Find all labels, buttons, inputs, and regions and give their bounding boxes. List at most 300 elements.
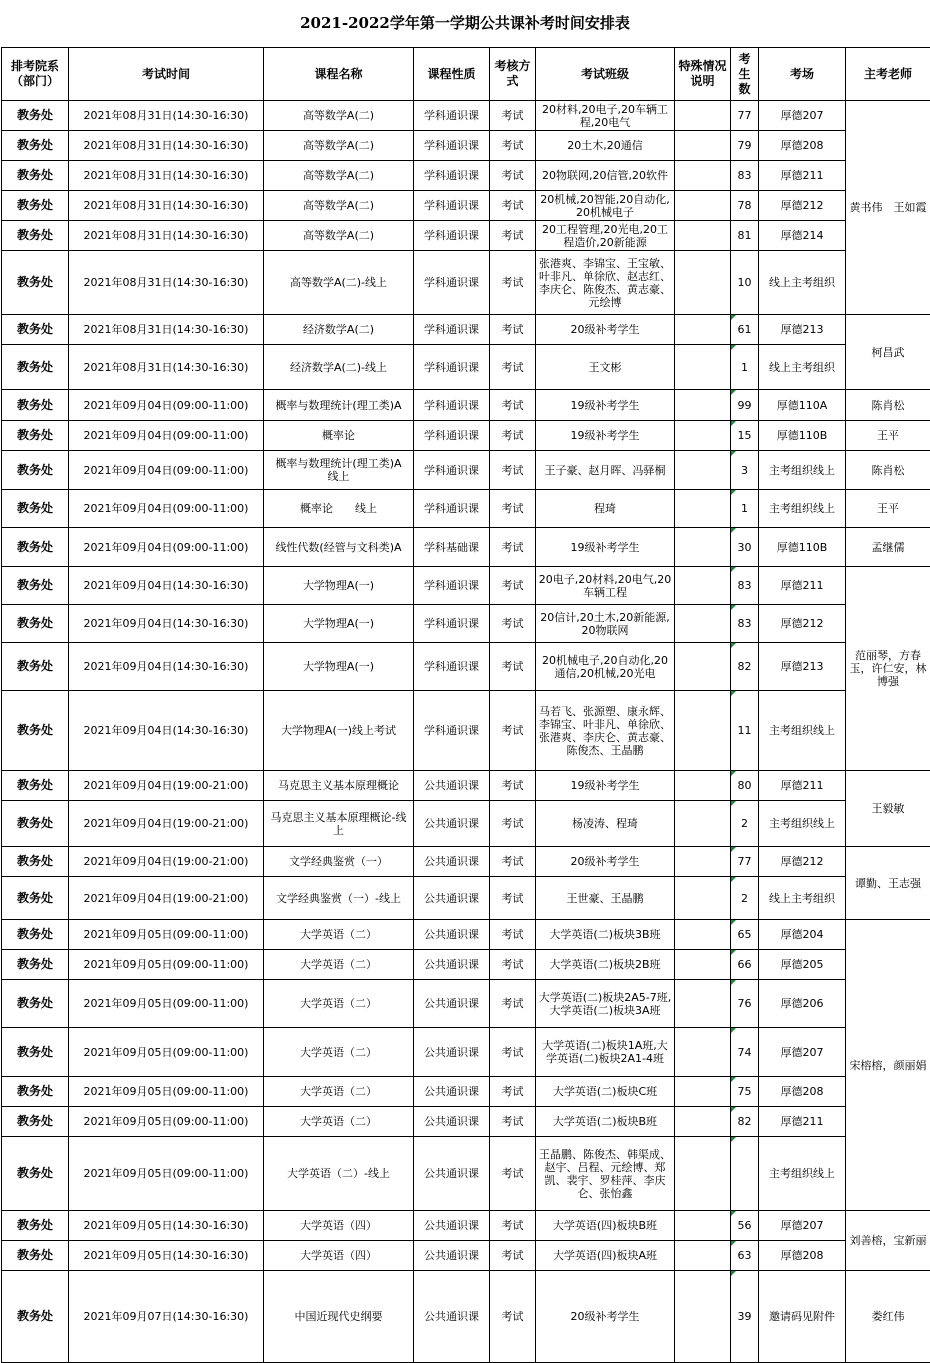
course-nature-cell: [414, 1107, 490, 1137]
dept-text: 教务处: [17, 723, 53, 737]
exam-class-text: 大学英语(二)板块1A班,大学英语(二)板块2A1-4班: [542, 1039, 668, 1065]
exam-time-cell: [69, 605, 264, 643]
exam-room-cell: [759, 251, 846, 315]
student-count-cell: [731, 920, 759, 950]
exam-class-text: 19级补考学生: [571, 399, 640, 412]
special-note-cell: [675, 161, 731, 191]
course-name-text: 概率论 线上: [300, 502, 377, 515]
comment-marker-icon: [731, 801, 736, 806]
exam-room-cell: [759, 101, 846, 131]
student-count-cell: [731, 451, 759, 490]
special-note-cell: [675, 691, 731, 771]
student-count-text: 39: [738, 1310, 752, 1323]
dept-cell: [2, 528, 69, 567]
course-nature-cell: [414, 567, 490, 605]
student-count-text: 65: [738, 928, 752, 941]
comment-marker-icon: [731, 980, 736, 985]
exam-time-text: 2021年09月04日(19:00-21:00): [84, 892, 249, 905]
exam-class-text: 杨凌涛、程琦: [572, 817, 638, 830]
exam-room-text: 厚德211: [781, 169, 824, 182]
comment-marker-icon: [731, 920, 736, 925]
assessment-method-text: 考试: [502, 199, 524, 212]
exam-time-text: 2021年09月05日(09:00-11:00): [84, 1046, 249, 1059]
student-count-text: 83: [738, 617, 752, 630]
course-nature-text: 公共通识课: [424, 1249, 479, 1262]
special-note-cell: [675, 1077, 731, 1107]
dept-cell: [2, 101, 69, 131]
dept-cell: [2, 920, 69, 950]
assessment-method-cell: [490, 421, 536, 451]
assessment-method-cell: [490, 1137, 536, 1211]
exam-room-text: 线上主考组织: [769, 276, 835, 289]
table-row: [2, 920, 930, 950]
exam-class-text: 20土木,20通信: [567, 139, 643, 152]
exam-room-cell: [759, 801, 846, 847]
header-teacher: 主考老师: [846, 48, 930, 101]
dept-text: 教务处: [17, 1045, 53, 1059]
special-note-cell: [675, 451, 731, 490]
assessment-method-cell: [490, 345, 536, 390]
exam-time-cell: [69, 877, 264, 920]
course-nature-text: 学科通识课: [424, 464, 479, 477]
course-nature-text: 公共通识课: [424, 855, 479, 868]
chief-examiner-cell: 范丽琴，方春玉，许仁安，林博强: [846, 567, 930, 771]
special-note-cell: [675, 950, 731, 980]
course-nature-cell: [414, 1211, 490, 1241]
course-nature-text: 学科通识课: [424, 724, 479, 737]
exam-time-text: 2021年09月04日(09:00-11:00): [84, 541, 249, 554]
assessment-method-cell: [490, 131, 536, 161]
course-nature-text: 学科通识课: [424, 323, 479, 336]
dept-text: 教务处: [17, 322, 53, 336]
exam-time-cell: [69, 421, 264, 451]
student-count-text: 81: [738, 229, 752, 242]
course-name-cell: [264, 101, 414, 131]
exam-class-cell: [536, 980, 675, 1028]
student-count-text: 78: [738, 199, 752, 212]
exam-time-text: 2021年09月04日(09:00-11:00): [84, 399, 249, 412]
course-nature-text: 学科通识课: [424, 429, 479, 442]
assessment-method-text: 考试: [502, 229, 524, 242]
course-nature-cell: [414, 315, 490, 345]
assessment-method-text: 考试: [502, 541, 524, 554]
course-nature-text: 公共通识课: [424, 958, 479, 971]
student-count-text: 82: [738, 660, 752, 673]
student-count-cell: [731, 421, 759, 451]
exam-room-text: 厚德211: [781, 779, 824, 792]
course-nature-text: 学科通识课: [424, 229, 479, 242]
assessment-method-cell: [490, 101, 536, 131]
dept-cell: [2, 877, 69, 920]
course-name-cell: [264, 345, 414, 390]
course-nature-text: 学科通识课: [424, 660, 479, 673]
table-row: [2, 161, 930, 191]
exam-class-text: 20物联网,20信管,20软件: [542, 169, 668, 182]
exam-class-text: 王世豪、王晶鹏: [567, 892, 644, 905]
special-note-cell: [675, 101, 731, 131]
exam-room-cell: [759, 131, 846, 161]
student-count-cell: [731, 691, 759, 771]
exam-room-text: 主考组织线上: [769, 817, 835, 830]
dept-cell: [2, 605, 69, 643]
course-name-text: 高等数学A(二): [303, 139, 374, 152]
exam-room-cell: [759, 345, 846, 390]
exam-class-cell: [536, 1241, 675, 1271]
assessment-method-text: 考试: [502, 464, 524, 477]
assessment-method-cell: [490, 847, 536, 877]
exam-room-text: 主考组织线上: [769, 502, 835, 515]
comment-marker-icon: [731, 315, 736, 320]
course-nature-text: 学科通识课: [424, 617, 479, 630]
table-row: [2, 1211, 930, 1241]
exam-room-cell: [759, 567, 846, 605]
assessment-method-cell: [490, 390, 536, 421]
exam-time-text: 2021年09月04日(09:00-11:00): [84, 464, 249, 477]
course-nature-cell: [414, 643, 490, 691]
dept-cell: [2, 801, 69, 847]
course-name-text: 文学经典鉴赏（一）: [289, 855, 388, 868]
exam-room-text: 厚德212: [781, 617, 824, 630]
student-count-text: 15: [738, 429, 752, 442]
student-count-text: 66: [738, 958, 752, 971]
course-nature-cell: [414, 691, 490, 771]
exam-time-cell: [69, 771, 264, 801]
course-name-text: 大学英语（二）: [300, 997, 377, 1010]
page-title: 2021-2022学年第一学期公共课补考时间安排表: [0, 0, 930, 47]
exam-room-text: 厚德212: [781, 199, 824, 212]
course-name-text: 大学英语（二）: [300, 928, 377, 941]
exam-room-text: 邀请码见附件: [769, 1310, 835, 1323]
student-count-text: 11: [738, 724, 752, 737]
exam-room-text: 厚德214: [781, 229, 824, 242]
exam-room-cell: [759, 1107, 846, 1137]
exam-room-text: 厚德211: [781, 1115, 824, 1128]
assessment-method-text: 考试: [502, 399, 524, 412]
exam-class-cell: [536, 1107, 675, 1137]
exam-class-cell: [536, 691, 675, 771]
course-name-text: 高等数学A(二): [303, 229, 374, 242]
exam-time-text: 2021年08月31日(14:30-16:30): [84, 169, 249, 182]
exam-room-cell: [759, 877, 846, 920]
course-name-text: 马克思主义基本原理概论-线上: [271, 811, 407, 837]
assessment-method-cell: [490, 1077, 536, 1107]
comment-marker-icon: [731, 528, 736, 533]
course-name-text: 线性代数(经管与文科类)A: [275, 541, 401, 554]
course-name-cell: [264, 847, 414, 877]
course-nature-text: 公共通识课: [424, 928, 479, 941]
exam-class-cell: [536, 801, 675, 847]
exam-room-cell: [759, 315, 846, 345]
exam-room-cell: [759, 980, 846, 1028]
assessment-method-text: 考试: [502, 617, 524, 630]
table-body: [2, 101, 930, 1363]
assessment-method-cell: [490, 1271, 536, 1363]
header-class: 考试班级: [536, 48, 675, 101]
exam-time-cell: [69, 101, 264, 131]
comment-marker-icon: [731, 1271, 736, 1276]
exam-room-text: 主考组织线上: [769, 724, 835, 737]
table-row: [2, 950, 930, 980]
exam-time-cell: [69, 691, 264, 771]
header-nature: 课程性质: [414, 48, 490, 101]
table-row: [2, 528, 930, 567]
exam-class-cell: [536, 920, 675, 950]
dept-text: 教务处: [17, 816, 53, 830]
exam-class-cell: [536, 1077, 675, 1107]
special-note-cell: [675, 315, 731, 345]
course-name-text: 概率与数理统计(理工类)A 线上: [275, 457, 412, 483]
dept-cell: [2, 1241, 69, 1271]
dept-cell: [2, 950, 69, 980]
student-count-cell: [731, 643, 759, 691]
course-nature-text: 公共通识课: [424, 997, 479, 1010]
course-name-text: 大学物理A(一): [303, 660, 374, 673]
exam-room-cell: [759, 1028, 846, 1077]
course-name-cell: [264, 390, 414, 421]
table-row: [2, 101, 930, 131]
exam-class-text: 大学英语(四)板块B班: [553, 1219, 657, 1232]
assessment-method-text: 考试: [502, 1085, 524, 1098]
student-count-cell: [731, 1211, 759, 1241]
student-count-text: 79: [738, 139, 752, 152]
course-name-text: 大学英语（二）: [300, 1085, 377, 1098]
course-nature-cell: [414, 191, 490, 221]
comment-marker-icon: [731, 877, 736, 882]
special-note-cell: [675, 877, 731, 920]
dept-text: 教务处: [17, 957, 53, 971]
exam-time-text: 2021年08月31日(14:30-16:30): [84, 109, 249, 122]
exam-room-cell: [759, 920, 846, 950]
exam-room-text: 主考组织线上: [769, 1167, 835, 1180]
exam-time-text: 2021年09月04日(19:00-21:00): [84, 779, 249, 792]
course-nature-text: 学科通识课: [424, 579, 479, 592]
course-name-cell: [264, 528, 414, 567]
student-count-cell: [731, 345, 759, 390]
exam-room-cell: [759, 161, 846, 191]
exam-room-text: 厚德207: [781, 1219, 824, 1232]
dept-text: 教务处: [17, 927, 53, 941]
course-nature-text: 学科通识课: [424, 399, 479, 412]
student-count-text: 77: [738, 855, 752, 868]
exam-time-cell: [69, 567, 264, 605]
assessment-method-text: 考试: [502, 1046, 524, 1059]
dept-cell: [2, 191, 69, 221]
course-nature-text: 公共通识课: [424, 1085, 479, 1098]
exam-time-cell: [69, 490, 264, 528]
course-name-cell: [264, 1137, 414, 1211]
course-nature-cell: [414, 847, 490, 877]
student-count-text: 2: [741, 892, 748, 905]
exam-time-text: 2021年09月04日(14:30-16:30): [84, 617, 249, 630]
course-nature-text: 公共通识课: [424, 1167, 479, 1180]
exam-class-text: 20材料,20电子,20车辆工程,20电气: [542, 103, 668, 129]
assessment-method-text: 考试: [502, 1167, 524, 1180]
student-count-cell: [731, 567, 759, 605]
exam-time-cell: [69, 801, 264, 847]
course-name-text: 大学英语（二）: [300, 1046, 377, 1059]
exam-room-text: 厚德208: [781, 1085, 824, 1098]
special-note-cell: [675, 1211, 731, 1241]
exam-room-cell: [759, 221, 846, 251]
course-nature-text: 学科通识课: [424, 169, 479, 182]
exam-time-cell: [69, 920, 264, 950]
header-course: 课程名称: [264, 48, 414, 101]
assessment-method-text: 考试: [502, 817, 524, 830]
table-row: [2, 877, 930, 920]
assessment-method-cell: [490, 643, 536, 691]
dept-text: 教务处: [17, 360, 53, 374]
course-nature-text: 学科通识课: [424, 139, 479, 152]
student-count-text: 99: [738, 399, 752, 412]
dept-cell: [2, 1137, 69, 1211]
exam-class-text: 19级补考学生: [571, 429, 640, 442]
comment-marker-icon: [731, 771, 736, 776]
course-nature-cell: [414, 980, 490, 1028]
table-row: [2, 345, 930, 390]
dept-text: 教务处: [17, 1248, 53, 1262]
comment-marker-icon: [731, 1211, 736, 1216]
exam-room-cell: [759, 191, 846, 221]
exam-time-text: 2021年08月31日(14:30-16:30): [84, 139, 249, 152]
special-note-cell: [675, 390, 731, 421]
assessment-method-cell: [490, 950, 536, 980]
exam-room-cell: [759, 847, 846, 877]
exam-time-cell: [69, 161, 264, 191]
exam-room-cell: [759, 1211, 846, 1241]
exam-time-cell: [69, 528, 264, 567]
table-row: [2, 131, 930, 161]
exam-time-text: 2021年09月05日(09:00-11:00): [84, 1085, 249, 1098]
table-row: [2, 490, 930, 528]
exam-room-text: 厚德213: [781, 660, 824, 673]
dept-cell: [2, 847, 69, 877]
exam-room-text: 厚德213: [781, 323, 824, 336]
assessment-method-cell: [490, 490, 536, 528]
dept-text: 教务处: [17, 1084, 53, 1098]
course-name-cell: [264, 771, 414, 801]
assessment-method-cell: [490, 1107, 536, 1137]
course-nature-cell: [414, 771, 490, 801]
special-note-cell: [675, 801, 731, 847]
course-name-text: 大学英语（四）: [300, 1219, 377, 1232]
course-nature-cell: [414, 920, 490, 950]
exam-class-text: 程琦: [594, 502, 616, 515]
assessment-method-text: 考试: [502, 1115, 524, 1128]
exam-class-cell: [536, 1211, 675, 1241]
exam-time-cell: [69, 131, 264, 161]
exam-room-text: 厚德208: [781, 1249, 824, 1262]
exam-time-text: 2021年09月05日(09:00-11:00): [84, 958, 249, 971]
course-name-cell: [264, 490, 414, 528]
course-nature-cell: [414, 801, 490, 847]
table-row: [2, 847, 930, 877]
assessment-method-cell: [490, 1211, 536, 1241]
exam-class-text: 大学英语(二)板块2B班: [549, 958, 660, 971]
exam-class-text: 张港爽、李锦宝、王宝敏、叶非凡、单徐欣、赵志红、李庆仑、陈俊杰、黄志豪、元绘博: [539, 257, 671, 309]
dept-cell: [2, 1077, 69, 1107]
exam-time-cell: [69, 1241, 264, 1271]
student-count-text: 63: [738, 1249, 752, 1262]
course-name-text: 高等数学A(二): [303, 169, 374, 182]
exam-time-text: 2021年09月05日(14:30-16:30): [84, 1249, 249, 1262]
assessment-method-cell: [490, 980, 536, 1028]
exam-room-text: 厚德207: [781, 109, 824, 122]
assessment-method-text: 考试: [502, 1219, 524, 1232]
table-row: [2, 980, 930, 1028]
course-nature-cell: [414, 161, 490, 191]
assessment-method-text: 考试: [502, 855, 524, 868]
header-room: 考场: [759, 48, 846, 101]
assessment-method-text: 考试: [502, 139, 524, 152]
exam-time-text: 2021年09月05日(09:00-11:00): [84, 997, 249, 1010]
table-row: [2, 1137, 930, 1211]
special-note-cell: [675, 345, 731, 390]
special-note-cell: [675, 1137, 731, 1211]
exam-time-text: 2021年09月04日(14:30-16:30): [84, 660, 249, 673]
exam-class-cell: [536, 390, 675, 421]
exam-room-cell: [759, 771, 846, 801]
course-nature-cell: [414, 101, 490, 131]
dept-text: 教务处: [17, 1114, 53, 1128]
assessment-method-cell: [490, 605, 536, 643]
exam-time-cell: [69, 1271, 264, 1363]
exam-class-cell: [536, 315, 675, 345]
exam-class-cell: [536, 251, 675, 315]
assessment-method-text: 考试: [502, 892, 524, 905]
course-nature-text: 学科通识课: [424, 276, 479, 289]
exam-class-cell: [536, 771, 675, 801]
dept-cell: [2, 1107, 69, 1137]
chief-examiner-cell: 王平: [846, 421, 930, 451]
comment-marker-icon: [731, 643, 736, 648]
assessment-method-text: 考试: [502, 779, 524, 792]
comment-marker-icon: [731, 691, 736, 696]
course-name-cell: [264, 1107, 414, 1137]
exam-class-text: 大学英语(二)板块2A5-7班,大学英语(二)板块3A班: [539, 991, 672, 1017]
exam-class-text: 20机械,20智能,20自动化,20机械电子: [540, 193, 669, 219]
exam-room-text: 厚德204: [781, 928, 824, 941]
course-name-cell: [264, 920, 414, 950]
student-count-cell: [731, 251, 759, 315]
assessment-method-text: 考试: [502, 997, 524, 1010]
special-note-cell: [675, 1028, 731, 1077]
course-nature-text: 学科通识课: [424, 199, 479, 212]
exam-room-text: 厚德205: [781, 958, 824, 971]
course-nature-text: 公共通识课: [424, 817, 479, 830]
assessment-method-text: 考试: [502, 276, 524, 289]
course-name-cell: [264, 567, 414, 605]
dept-cell: [2, 451, 69, 490]
table-row: [2, 315, 930, 345]
exam-room-cell: [759, 490, 846, 528]
student-count-cell: [731, 315, 759, 345]
exam-time-cell: [69, 345, 264, 390]
table-row: [2, 390, 930, 421]
header-row: [2, 48, 930, 101]
exam-time-cell: [69, 1107, 264, 1137]
exam-class-cell: [536, 643, 675, 691]
chief-examiner-cell: 娄红伟: [846, 1271, 930, 1363]
table-row: [2, 643, 930, 691]
exam-room-text: 厚德206: [781, 997, 824, 1010]
exam-time-cell: [69, 221, 264, 251]
exam-room-cell: [759, 451, 846, 490]
assessment-method-cell: [490, 771, 536, 801]
dept-cell: [2, 421, 69, 451]
course-nature-text: 公共通识课: [424, 779, 479, 792]
exam-time-text: 2021年08月31日(14:30-16:30): [84, 229, 249, 242]
course-nature-cell: [414, 950, 490, 980]
